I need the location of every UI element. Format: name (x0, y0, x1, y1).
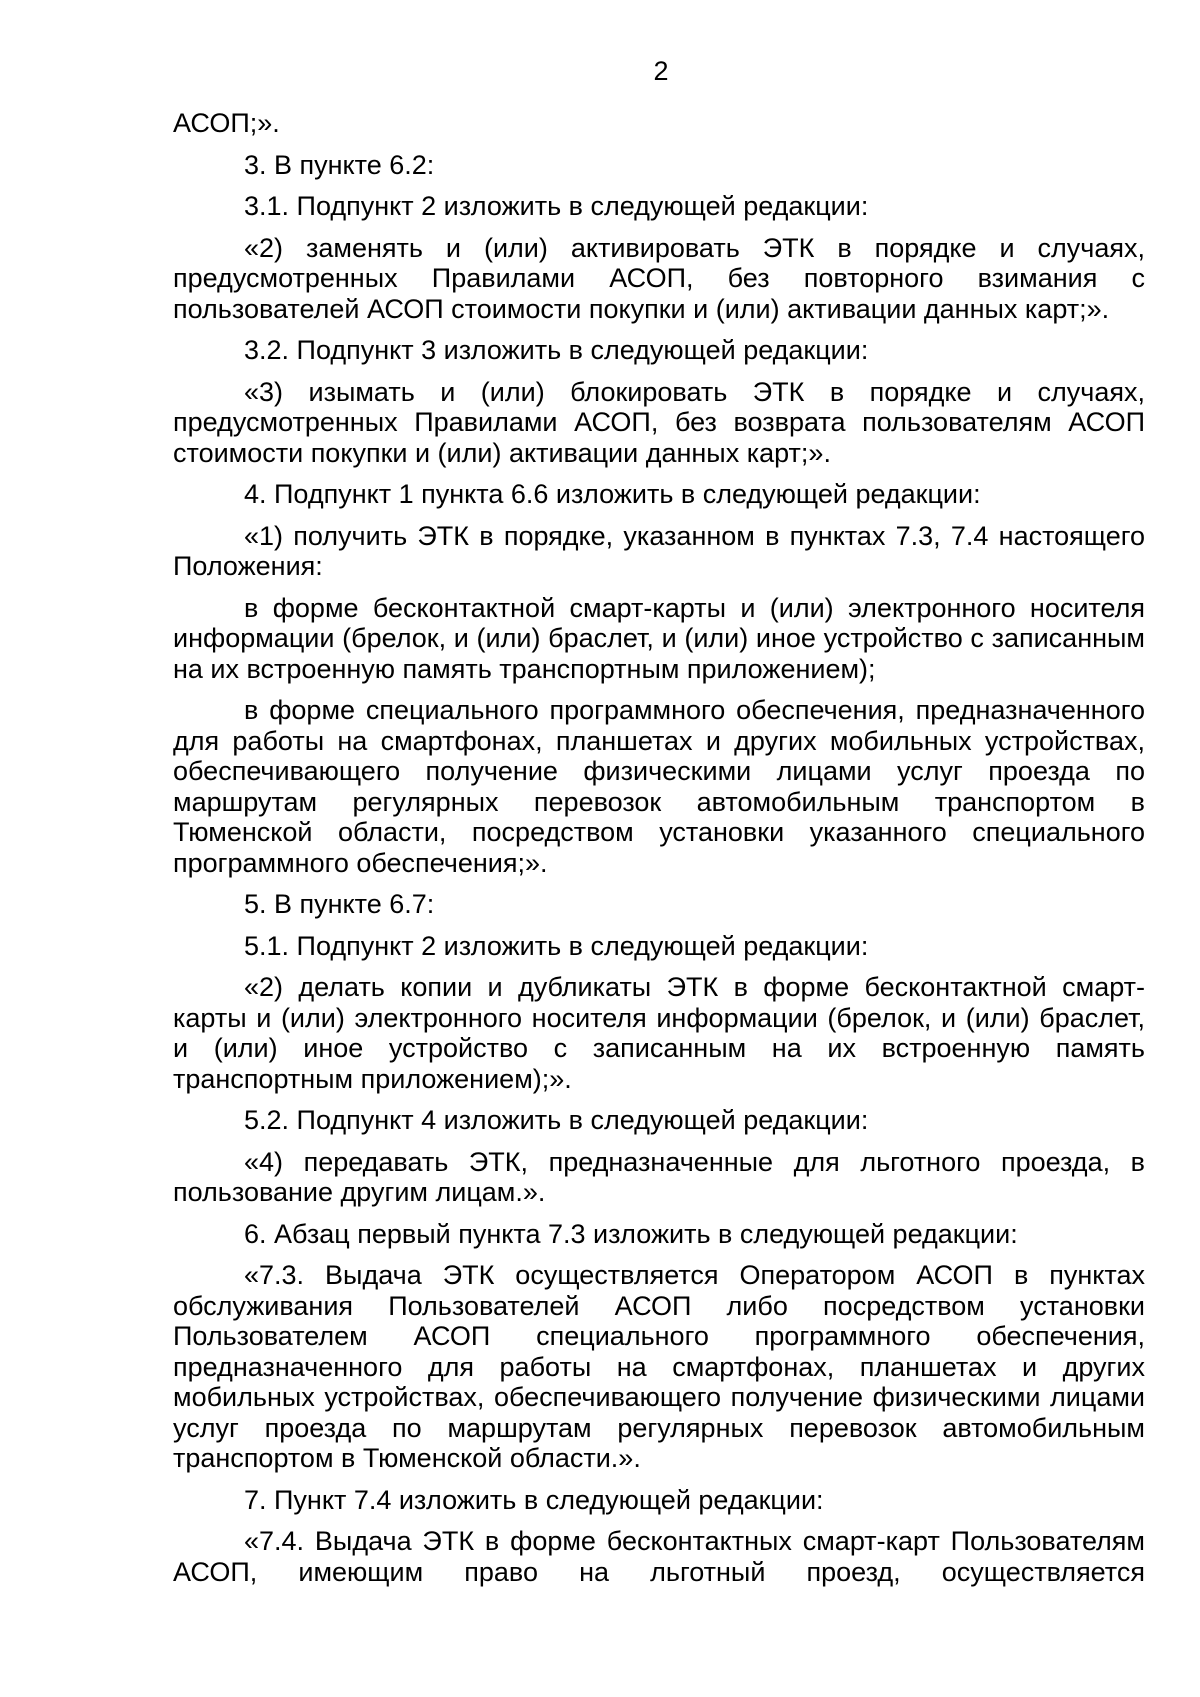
paragraph-quote-7-4: «7.4. Выдача ЭТК в форме бесконтактных смарт-карт Пользователям АСОП, имеющим право на льготный проезд, осуществляется (173, 1526, 1145, 1587)
paragraph-quote-7-3: «7.3. Выдача ЭТК осуществляется Оператором АСОП в пунктах обслуживания Пользователей АСОП либо посредством установки Пользователем АСОП специального программного обеспечения, предназначенного для работы на смартфонах, планшетах и других мобильных устройствах, обеспечивающего получение физическими лицами услуг проезда по маршрутам регулярных перевозок автомобильным транспортом в Тюменской области.». (173, 1260, 1145, 1473)
paragraph-item-7: 7. Пункт 7.4 изложить в следующей редакции: (244, 1484, 824, 1515)
paragraph-continuation: АСОП;». (173, 108, 280, 138)
paragraph-item-6: 6. Абзац первый пункта 7.3 изложить в следующей редакции: (244, 1218, 1018, 1249)
paragraph-item-5-1: 5.1. Подпункт 2 изложить в следующей редакции: (244, 930, 869, 961)
paragraph-quote-copies: «2) делать копии и дубликаты ЭТК в форме бесконтактной смарт-карты и (или) электронного носителя информации (брелок, и (или) браслет, и (или) иное устройство с записанным на их встроенную память транспортным приложением);». (173, 972, 1145, 1094)
paragraph-quote-2: «2) заменять и (или) активировать ЭТК в порядке и случаях, предусмотренных Правилами АСОП, без повторного взимания с пользователей АСОП стоимости покупки и (или) активации данных карт;». (173, 232, 1145, 324)
paragraph-quote-3: «3) изымать и (или) блокировать ЭТК в порядке и случаях, предусмотренных Правилами АСОП, без возврата пользователям АСОП стоимости покупки и (или) активации данных карт;». (173, 376, 1145, 468)
paragraph-item-3-2: 3.2. Подпункт 3 изложить в следующей редакции: (244, 335, 869, 365)
paragraph-item-3-1: 3.1. Подпункт 2 изложить в следующей редакции: (244, 191, 869, 221)
paragraph-quote-4: «4) передавать ЭТК, предназначенные для льготного проезда, в пользование другим лицам.». (173, 1146, 1145, 1207)
paragraph-item-4: 4. Подпункт 1 пункта 6.6 изложить в следующей редакции: (244, 479, 981, 509)
paragraph-quote-1: «1) получить ЭТК в порядке, указанном в пунктах 7.3, 7.4 настоящего Положения: (173, 520, 1145, 581)
paragraph-software-form: в форме специального программного обеспечения, предназначенного для работы на смартфонах, планшетах и других мобильных устройствах, обеспечивающего получение физическими лицами услуг проезда по маршрутам регулярных перевозок автомобильным транспортом в Тюменской области, посредством установки указанного специального программного обеспечения;». (173, 695, 1145, 878)
page-number: 2 (653, 56, 669, 86)
paragraph-item-5-2: 5.2. Подпункт 4 изложить в следующей редакции: (244, 1105, 869, 1135)
paragraph-item-3: 3. В пункте 6.2: (244, 149, 435, 180)
paragraph-smart-card-form: в форме бесконтактной смарт-карты и (или) электронного носителя информации (брелок, и (или) браслет, и (или) иное устройство с записанным на их встроенную память транспортным приложением); (173, 592, 1145, 684)
paragraph-item-5: 5. В пункте 6.7: (244, 889, 435, 919)
document-body (173, 108, 1145, 1598)
